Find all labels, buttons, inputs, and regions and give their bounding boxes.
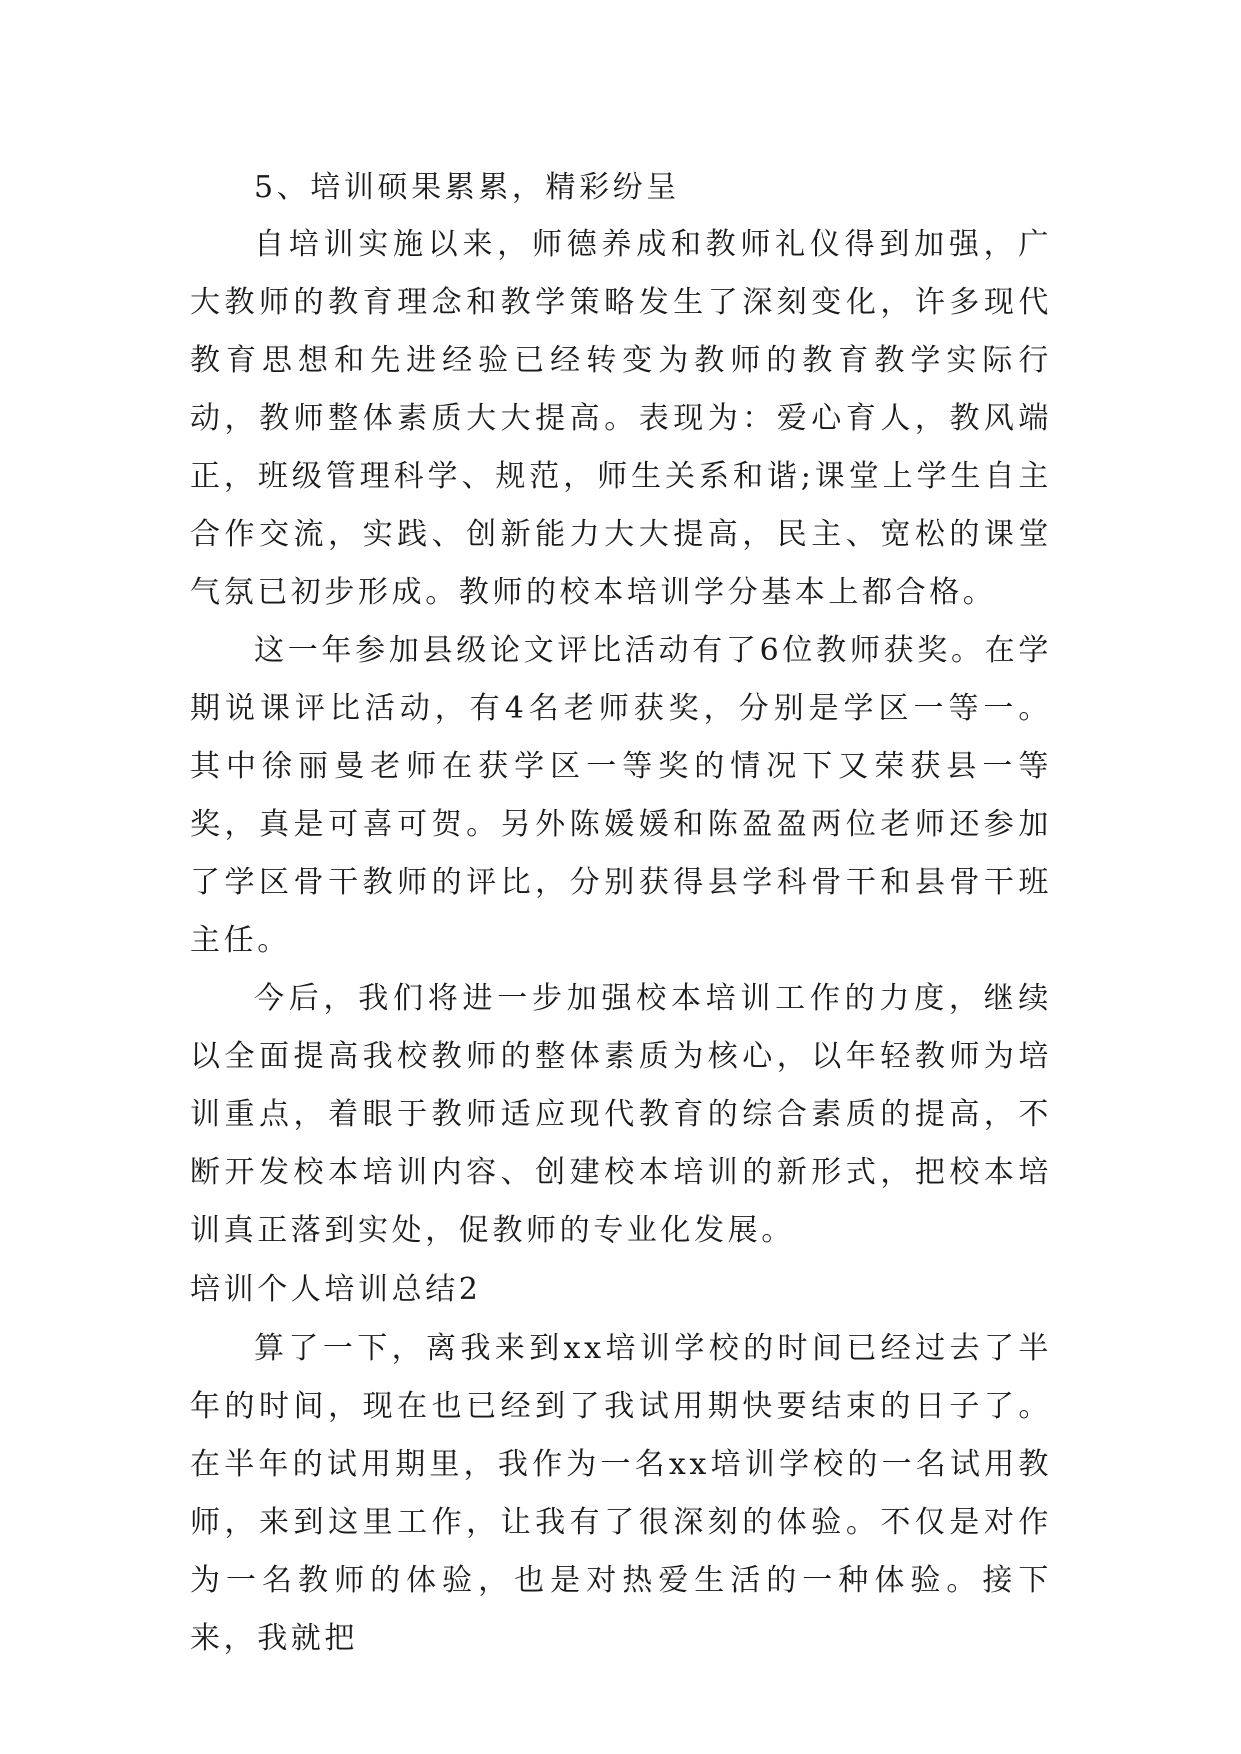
paragraph: 这一年参加县级论文评比活动有了6位教师获奖。在学期说课评比活动，有4名老师获奖，分别是学区一等一。其中徐丽曼老师在获学区一等奖的情况下又荣获县一等奖，真是可喜可贺。另外陈媛媛和陈盈盈两位老师还参加了学区骨干教师的评比，分别获得县学科骨干和县骨干班主任。	[190, 633, 1052, 958]
subheading: 5、培训硕果累累，精彩纷呈	[254, 170, 680, 205]
document-body	[190, 160, 1052, 1668]
paragraph: 今后，我们将进一步加强校本培训工作的力度，继续以全面提高我校教师的整体素质为核心，以年轻教师为培训重点，着眼于教师适应现代教育的综合素质的提高，不断开发校本培训内容、创建校本培训的新形式，把校本培训真正落到实处，促教师的专业化发展。	[190, 981, 1052, 1248]
paragraph: 自培训实施以来，师德养成和教师礼仪得到加强，广大教师的教育理念和教学策略发生了深刻变化，许多现代教育思想和先进经验已经转变为教师的教育教学实际行动，教师整体素质大大提高。表现为：爱心育人，教风端正，班级管理科学、规范，师生关系和谐;课堂上学生自主合作交流，实践、创新能力大大提高，民主、宽松的课堂气氛已初步形成。教师的校本培训学分基本上都合格。	[190, 227, 1052, 610]
section-title: 培训个人培训总结2	[190, 1272, 482, 1307]
paragraph: 算了一下，离我来到xx培训学校的时间已经过去了半年的时间，现在也已经到了我试用期快要结束的日子了。在半年的试用期里，我作为一名xx培训学校的一名试用教师，来到这里工作，让我有了很深刻的体验。不仅是对作为一名教师的体验，也是对热爱生活的一种体验。接下来，我就把	[190, 1331, 1052, 1656]
